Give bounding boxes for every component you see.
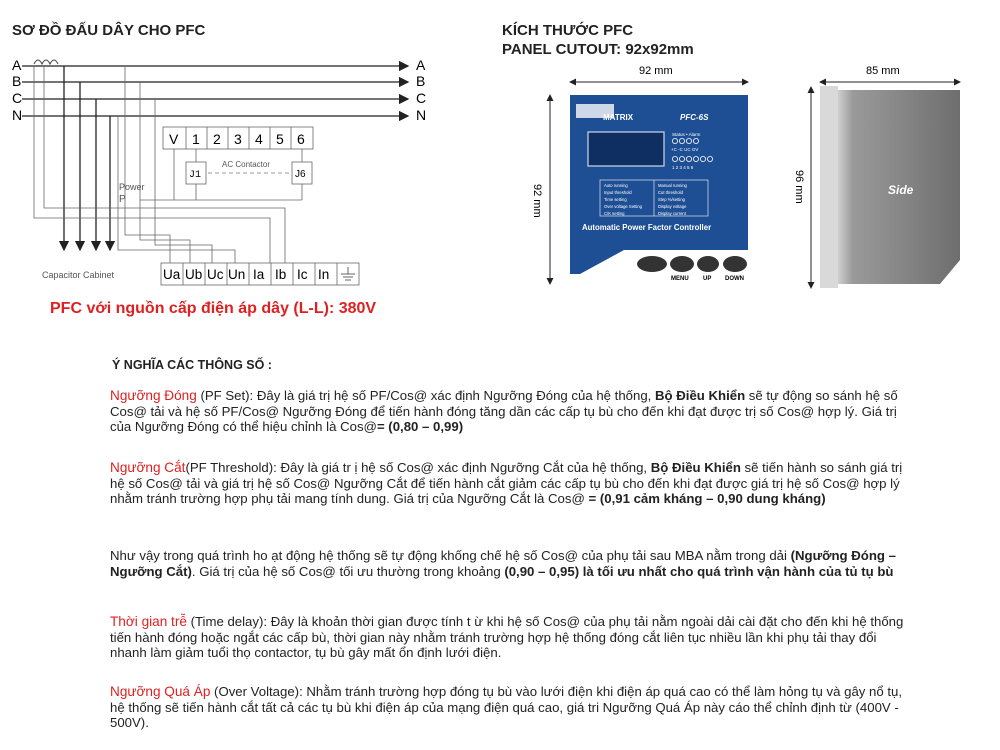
pfc-controller-front <box>570 95 748 274</box>
param-text: (Time delay): Đây là khoản thời gian được tính t ừ khi hệ số Cos@ của phụ tải nằm ngoài dải cài đặt cho đến khi hệ thống tiến hành đóng hoặc ngắt các cấp bù, thời gian này nhằm tránh trường hợp hệ thống đóng cắt liên tục nhiều lần khi phụ tải thay đổi nhanh làm giảm tuổi thọ contactor, tụ bù gây mất ổn định lưới điện. <box>110 614 904 661</box>
settings-item: Step %/setting <box>658 197 686 202</box>
param-emphasis: (Ngưỡng Đóng – Ngưỡng Cắt) <box>110 548 896 579</box>
capacitor-cabinet-label: Capacitor Cabinet <box>42 270 115 280</box>
phase-label-left: C <box>12 90 23 106</box>
terminal-label: Un <box>228 267 246 282</box>
terminal-label: Ia <box>253 267 265 282</box>
p-label: P <box>119 194 126 205</box>
param-text: (PF Set): Đây là giá trị hệ số PF/Cos@ xác định Ngưỡng Đóng của hệ thống, <box>196 388 656 403</box>
terminal-label: Ub <box>185 267 203 282</box>
menu-button-label: MENU <box>671 276 689 282</box>
down-button-label: DOWN <box>725 276 744 282</box>
device-caption: Automatic Power Factor Controller <box>582 223 712 232</box>
front-height-label: 92 mm <box>531 184 543 218</box>
display-window <box>588 132 664 166</box>
settings-item: Time setting <box>604 197 627 202</box>
terminal-label: Uc <box>207 267 224 282</box>
phase-label-right: N <box>416 107 427 123</box>
param-text: (Over Voltage): Nhằm tránh trường hợp đóng tụ bù vào lưới điện khi điện áp quá cao có thể làm hỏng tụ và gây nổ tụ, hệ thống sẽ tiến hành cắt tất cả các tụ bù khi điện áp của mạng điện quá cao, giá tri Ngưỡng Quá Áp này cáo thể chỉnh định từ (400V - 500V). <box>110 684 903 731</box>
param-time-delay <box>110 614 910 661</box>
phase-label-left: A <box>12 57 22 73</box>
param-close-threshold <box>110 388 910 435</box>
param-range: (0,90 – 0,95) là tối ưu nhất cho quá trình vận hành của tủ tụ bù <box>504 563 894 579</box>
button-left[interactable] <box>637 256 667 272</box>
front-width-label: 92 mm <box>639 65 673 77</box>
step-numbers: 1 2 3 4 5 6 <box>672 165 694 170</box>
relay-j1-label: J1 <box>189 170 202 181</box>
size-title: KÍCH THƯỚC PFC <box>502 22 634 39</box>
menu-button[interactable] <box>670 256 694 272</box>
param-name: Thời gian trễ <box>110 614 187 629</box>
settings-item: Auto running <box>604 183 628 188</box>
terminal-label: Ua <box>163 267 181 282</box>
wiring-diagram <box>0 50 450 340</box>
settings-item: Display voltage <box>658 204 687 209</box>
top-terminal-block <box>163 127 313 149</box>
param-text: (PF Threshold): Đây là giá tr ị hệ số Cos@ xác định Ngưỡng Cắt của hệ thống, <box>185 460 651 475</box>
terminal-label: Ib <box>275 267 287 282</box>
param-text: . Giá trị của hệ số Cos@ tối ưu thường trong khoảng <box>191 563 505 579</box>
param-cut-threshold <box>110 460 910 507</box>
dimension-drawing <box>520 62 980 292</box>
terminal-label: 4 <box>255 131 263 147</box>
pfc-controller-side <box>820 86 960 288</box>
terminal-label: In <box>318 267 330 282</box>
panel-cutout-title: PANEL CUTOUT: 92x92mm <box>502 41 694 58</box>
settings-item: Display current <box>658 211 686 216</box>
param-text: Như vậy trong quá trình ho ạt động hệ thống sẽ tự động khống chế hệ số Cos@ của phụ tải sau MBA nằm trong dải <box>110 548 791 563</box>
terminal-label: 1 <box>192 131 200 147</box>
param-name: Ngưỡng Đóng <box>110 388 197 403</box>
param-range: = (0,91 cảm kháng – 0,90 dung kháng) <box>588 491 826 507</box>
power-label: Power <box>119 182 145 192</box>
side-height-label: 96 mm <box>793 170 805 204</box>
param-name: Ngưỡng Quá Áp <box>110 684 211 699</box>
param-range: = (0,80 – 0,99) <box>376 419 464 435</box>
terminal-label: 6 <box>297 131 305 147</box>
phase-label-right: C <box>416 90 427 106</box>
terminal-label: Ic <box>297 267 308 282</box>
phase-label-right: A <box>416 57 426 73</box>
param-emphasis: Bộ Điều Khiển <box>650 460 741 475</box>
contactor-label: AC Contactor <box>222 160 271 169</box>
supply-voltage-note: PFC với nguồn cấp điện áp dây (L-L): 380V <box>50 300 377 317</box>
side-width-label: 85 mm <box>866 65 900 77</box>
phase-label-left: N <box>12 107 23 123</box>
param-over-voltage <box>110 684 910 731</box>
phase-label-left: B <box>12 73 22 89</box>
current-transformer-icon <box>34 60 58 64</box>
wiring-title: SƠ ĐỒ ĐẤU DÂY CHO PFC <box>12 22 206 39</box>
brand-logo: MATRIX <box>603 113 634 122</box>
terminal-label: 3 <box>234 131 242 147</box>
side-label: Side <box>888 183 914 197</box>
down-button[interactable] <box>723 256 747 272</box>
up-button-label: UP <box>703 276 712 282</box>
params-title: Ý NGHĨA CÁC THÔNG SỐ : <box>112 358 272 372</box>
settings-item: Manual running <box>658 183 687 188</box>
relay-j6-label: J6 <box>295 169 306 180</box>
settings-item: Input threshold <box>604 190 632 195</box>
status-label: Status • Alarm <box>672 132 701 137</box>
device-model: PFC-6S <box>680 113 709 122</box>
param-summary <box>110 548 910 579</box>
bottom-terminal-block <box>161 263 359 285</box>
phase-label-right: B <box>416 73 426 89</box>
terminal-label: 5 <box>276 131 284 147</box>
settings-item: Over voltage Setting <box>604 204 642 209</box>
terminal-label: 2 <box>213 131 221 147</box>
terminal-label: V <box>169 131 179 147</box>
indicator-labels: +C -C UC OV <box>671 147 699 152</box>
settings-item: Cut threshold <box>658 190 683 195</box>
param-text: sẽ tự động so sánh hệ số Cos@ tải và hệ số PF/Cos@ Ngưỡng Đóng để tiến hành đóng tăng dần các cấp tụ bù cho đến khi đạt được trị số Cos@ hợp lý. Giá trị của Ngưỡng Đóng có thể hiệu chỉnh là Cos@ <box>110 388 898 435</box>
param-name: Ngưỡng Cắt <box>110 460 186 475</box>
settings-item: C/K setting <box>604 211 625 216</box>
up-button[interactable] <box>697 256 719 272</box>
param-emphasis: Bộ Điều Khiển <box>655 388 746 403</box>
param-text: sẽ tiến hành so sánh giá trị hệ số Cos@ tải và giá trị hệ số Cos@ Ngưỡng Cắt để tiến hành cắt giảm các cấp tụ bù cho đến khi đạt được giá trị hệ số Cos@ hợp lý nhằm tránh trường hợp phụ tải mang tính dung. Giá trị của Ngưỡng Cắt là Cos@ <box>110 460 903 507</box>
